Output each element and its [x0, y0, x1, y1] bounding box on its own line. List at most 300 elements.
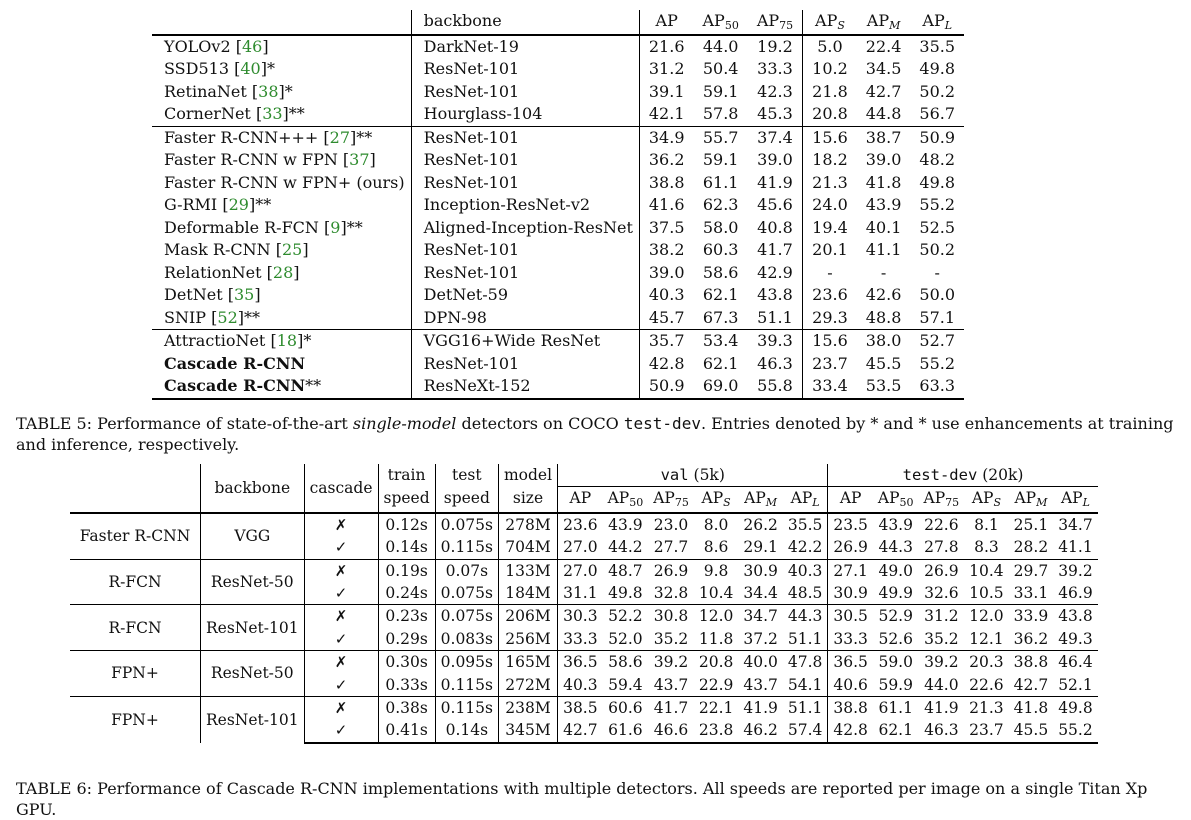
value-cell: 49.3	[1058, 629, 1093, 648]
value-cell: 42.9	[757, 262, 793, 282]
value-cell: 36.2	[1013, 629, 1049, 648]
value-cell: 23.6	[803, 284, 857, 307]
value-cell: 55.8	[748, 375, 803, 399]
value-cell: 33.4	[803, 375, 857, 399]
metric-header: $AP_L$	[790, 489, 820, 510]
value-cell: 29.3	[803, 307, 857, 330]
value-cell: 40.3	[639, 284, 693, 307]
detector-cell: FPN+	[70, 651, 201, 697]
value-cell: 41.9	[738, 697, 783, 720]
value-cell: 41.8	[865, 172, 902, 192]
value-cell: 42.3	[757, 81, 793, 101]
value-cell: 62.1	[873, 719, 919, 742]
check-mark-icon: ✓	[304, 582, 378, 605]
method-cell: Cascade R-CNN	[164, 353, 306, 373]
value-cell: 45.5	[865, 353, 902, 373]
header-cell	[70, 464, 201, 513]
check-mark-icon: ✓	[304, 536, 378, 559]
value-cell: 31.1	[558, 582, 603, 605]
value-cell: 10.4	[698, 584, 734, 603]
value-cell: 39.2	[648, 651, 694, 674]
value-cell: 32.6	[924, 584, 959, 603]
value-cell: 56.7	[919, 104, 956, 123]
value-cell: 21.3	[803, 172, 857, 195]
method-cell: DetNet [35]	[164, 285, 261, 304]
backbone-cell: ResNet-101	[201, 605, 305, 651]
value-cell: 35.2	[653, 629, 689, 648]
value-cell: 51.1	[783, 697, 828, 720]
value-cell: 5.0	[803, 35, 857, 59]
header-cell: $AP_M$	[866, 11, 901, 32]
value-cell: 22.6	[969, 675, 1004, 694]
metric-header: $AP_{50}$	[877, 489, 914, 510]
value-cell: 24.0	[803, 194, 857, 217]
table-row	[152, 194, 964, 217]
value-cell: 52.7	[910, 330, 964, 353]
value-cell: 43.8	[757, 285, 793, 304]
value-cell: 43.9	[603, 513, 649, 536]
header-cell: size	[498, 487, 557, 513]
value-cell: 47.8	[783, 651, 828, 674]
header-cell: model	[498, 464, 557, 487]
test-cell: 0.115s	[435, 674, 498, 697]
test-cell: 0.14s	[435, 719, 498, 742]
value-cell: 34.7	[738, 605, 783, 628]
value-cell: 58.0	[702, 217, 739, 237]
metric-header: $AP_S$	[701, 489, 731, 510]
value-cell: 61.1	[702, 172, 739, 192]
value-cell: 23.6	[558, 513, 603, 536]
table-row	[152, 149, 964, 172]
table-row	[152, 239, 964, 262]
value-cell: 30.9	[828, 582, 873, 605]
metric-header: AP	[828, 487, 873, 513]
table-5-header-row	[152, 10, 964, 35]
method-cell: Faster R-CNN w FPN+ (ours)	[164, 172, 405, 192]
value-cell: 39.2	[919, 651, 965, 674]
value-cell: 26.9	[828, 536, 873, 559]
value-cell: 59.0	[873, 651, 919, 674]
method-cell: Faster R-CNN w FPN [37]	[164, 150, 376, 169]
header-method	[152, 10, 411, 35]
value-cell: 21.3	[964, 697, 1009, 720]
value-cell: 38.5	[558, 697, 603, 720]
value-cell: 40.0	[738, 651, 783, 674]
value-cell: 59.1	[702, 150, 739, 169]
value-cell: 21.6	[639, 35, 693, 59]
backbone-cell: ResNet-101	[411, 262, 639, 285]
method-cell: RetinaNet [38]*	[164, 81, 293, 101]
value-cell: 45.7	[639, 307, 693, 330]
value-cell: 48.8	[865, 307, 902, 327]
value-cell: 50.2	[919, 81, 956, 101]
table-row	[152, 262, 964, 285]
detector-cell: R-FCN	[70, 605, 201, 651]
value-cell: 27.0	[558, 536, 603, 559]
value-cell: 51.1	[757, 307, 793, 327]
metric-header: $AP_{75}$	[923, 489, 960, 510]
header-cell: backbone	[201, 464, 305, 513]
value-cell: 20.8	[694, 651, 739, 674]
backbone-cell: Inception-ResNet-v2	[411, 194, 639, 217]
value-cell: 52.5	[919, 217, 956, 237]
value-cell: 39.3	[748, 330, 803, 353]
header-cell: AP	[639, 10, 693, 35]
value-cell: 42.1	[639, 103, 693, 126]
value-cell: 50.9	[639, 375, 693, 399]
table-row	[152, 81, 964, 104]
value-cell: 58.6	[603, 651, 649, 674]
value-cell: -	[934, 262, 940, 282]
method-cell: Cascade R-CNN**	[152, 375, 411, 399]
table-row	[152, 375, 964, 399]
test-cell: 0.083s	[435, 628, 498, 651]
cross-mark-icon: ✗	[304, 651, 378, 674]
value-cell: 15.6	[803, 126, 857, 149]
value-cell: 12.0	[694, 605, 739, 628]
value-cell: 45.6	[757, 195, 793, 214]
method-cell: AttractioNet [18]*	[152, 330, 411, 353]
value-cell: 46.9	[1058, 584, 1093, 603]
header-cell: $AP_{50}$	[702, 11, 739, 32]
value-cell: 42.7	[865, 81, 902, 101]
header-cell: train	[378, 464, 435, 487]
metric-header: $AP_M$	[744, 489, 778, 510]
table-row	[152, 330, 964, 353]
table-row	[70, 513, 1098, 536]
value-cell: 49.8	[919, 59, 956, 78]
value-cell: 51.1	[787, 629, 823, 648]
value-cell: 29.7	[1009, 559, 1054, 582]
metric-header: $AP_M$	[1014, 489, 1048, 510]
size-cell: 278M	[498, 513, 557, 536]
value-cell: 10.5	[969, 584, 1004, 603]
value-cell: 38.2	[639, 239, 693, 262]
value-cell: 26.9	[648, 559, 694, 582]
table-6-header-row-1	[70, 464, 1098, 487]
backbone-cell: ResNeXt-152	[411, 375, 639, 399]
size-cell: 272M	[498, 674, 557, 697]
value-cell: 58.6	[702, 262, 739, 282]
value-cell: 34.7	[1053, 513, 1098, 536]
value-cell: 30.9	[738, 559, 783, 582]
value-cell: 61.6	[603, 719, 649, 742]
value-cell: 22.9	[698, 675, 734, 694]
test-cell: 0.075s	[435, 513, 498, 536]
table-row	[152, 103, 964, 126]
value-cell: 36.5	[558, 651, 603, 674]
value-cell: 50.9	[910, 126, 964, 149]
value-cell: 22.1	[694, 697, 739, 720]
value-cell: 20.8	[803, 103, 857, 126]
header-cell: test	[435, 464, 498, 487]
backbone-cell: ResNet-101	[411, 149, 639, 172]
value-cell: 23.7	[964, 719, 1009, 742]
value-cell: 59.1	[702, 81, 739, 101]
size-cell: 206M	[498, 605, 557, 628]
table-5-caption: TABLE 5: Performance of state-of-the-art single-model detectors on COCO test-dev. Entries denoted by * and * use enhancements at training and inference, respectively.	[16, 414, 1174, 454]
value-cell: 52.2	[603, 605, 649, 628]
test-dev-header: test-dev (20k)	[828, 464, 1098, 487]
table-row	[70, 697, 1098, 720]
value-cell: 46.6	[648, 719, 694, 742]
value-cell: 41.7	[648, 697, 694, 720]
method-cell: Deformable R-FCN [9]**	[164, 217, 363, 237]
val-header: val (5k)	[558, 464, 828, 487]
value-cell: 27.1	[828, 559, 873, 582]
value-cell: 23.0	[648, 513, 694, 536]
value-cell: 12.0	[964, 605, 1009, 628]
value-cell: 46.4	[1053, 651, 1098, 674]
value-cell: 39.0	[865, 150, 902, 169]
value-cell: 44.3	[878, 538, 913, 557]
value-cell: 48.7	[603, 559, 649, 582]
test-cell: 0.095s	[435, 651, 498, 674]
backbone-cell: ResNet-101	[411, 81, 639, 104]
table-row	[152, 35, 964, 59]
value-cell: 49.8	[608, 584, 643, 603]
backbone-cell: Aligned-Inception-ResNet	[411, 217, 639, 240]
value-cell: 57.8	[702, 104, 739, 123]
train-cell: 0.24s	[378, 582, 435, 605]
header-cell: $AP_S$	[803, 10, 857, 35]
value-cell: 35.2	[924, 629, 959, 648]
value-cell: 23.8	[694, 719, 739, 742]
backbone-cell: ResNet-101	[201, 697, 305, 743]
value-cell: 8.6	[703, 538, 729, 557]
value-cell: 20.1	[803, 239, 857, 262]
value-cell: 15.6	[803, 330, 857, 353]
table-row	[152, 172, 964, 195]
value-cell: 44.2	[608, 538, 643, 557]
table-6-caption: TABLE 6: Performance of Cascade R-CNN implementations with multiple detectors. All speeds are reported per image on a single Titan Xp GPU.	[16, 779, 1148, 819]
metric-header: $AP_L$	[1060, 489, 1090, 510]
value-cell: 31.2	[639, 58, 693, 81]
value-cell: 50.2	[919, 240, 956, 259]
value-cell: 46.3	[919, 719, 965, 742]
value-cell: 19.4	[803, 217, 857, 240]
value-cell: 29.1	[743, 538, 778, 557]
value-cell: 55.2	[1053, 719, 1098, 742]
value-cell: 33.3	[757, 59, 793, 78]
value-cell: 33.1	[1013, 584, 1049, 603]
size-cell: 238M	[498, 697, 557, 720]
train-cell: 0.30s	[378, 651, 435, 674]
value-cell: 63.3	[910, 375, 964, 399]
test-cell: 0.115s	[435, 697, 498, 720]
table-row	[152, 126, 964, 149]
value-cell: 19.2	[748, 35, 803, 59]
value-cell: 10.2	[803, 58, 857, 81]
value-cell: 46.2	[738, 719, 783, 742]
value-cell: 50.4	[702, 59, 739, 78]
detector-cell: R-FCN	[70, 559, 201, 605]
value-cell: 41.9	[757, 172, 793, 192]
value-cell: 23.5	[828, 513, 873, 536]
table-row	[70, 559, 1098, 582]
value-cell: 9.8	[694, 559, 739, 582]
value-cell: 49.9	[878, 584, 913, 603]
value-cell: 42.6	[865, 285, 902, 304]
value-cell: 55.2	[919, 353, 956, 373]
value-cell: 27.8	[924, 538, 959, 557]
value-cell: 39.1	[639, 81, 693, 104]
value-cell: 37.4	[748, 126, 803, 149]
value-cell: 42.8	[639, 353, 693, 376]
backbone-cell: ResNet-101	[411, 239, 639, 262]
value-cell: 43.8	[1053, 605, 1098, 628]
value-cell: 35.5	[910, 35, 964, 59]
value-cell: 38.7	[857, 126, 911, 149]
detector-cell: Faster R-CNN	[70, 513, 201, 559]
value-cell: 35.5	[783, 513, 828, 536]
value-cell: 39.0	[639, 262, 693, 285]
value-cell: 40.3	[783, 559, 828, 582]
train-cell: 0.29s	[378, 628, 435, 651]
backbone-cell: ResNet-101	[411, 353, 639, 376]
header-cell: backbone	[411, 10, 639, 35]
value-cell: 62.1	[702, 285, 739, 304]
value-cell: 34.4	[743, 584, 778, 603]
value-cell: 38.8	[828, 697, 873, 720]
value-cell: 41.9	[919, 697, 965, 720]
value-cell: 36.5	[828, 651, 873, 674]
value-cell: 41.7	[757, 240, 793, 259]
cross-mark-icon: ✗	[304, 605, 378, 628]
check-mark-icon: ✓	[304, 719, 378, 742]
test-cell: 0.075s	[435, 582, 498, 605]
value-cell: 46.3	[757, 353, 793, 373]
value-cell: 49.0	[873, 559, 919, 582]
value-cell: 59.9	[878, 675, 913, 694]
check-mark-icon: ✓	[304, 674, 378, 697]
table-row	[152, 353, 964, 376]
value-cell: 33.9	[1009, 605, 1054, 628]
method-cell: SSD513 [40]*	[164, 59, 275, 78]
table-row	[152, 307, 964, 330]
value-cell: 41.6	[639, 194, 693, 217]
table-row	[152, 284, 964, 307]
value-cell: 43.7	[653, 675, 689, 694]
method-cell: RelationNet [28]	[164, 262, 300, 282]
value-cell: 53.5	[857, 375, 911, 399]
value-cell: 31.2	[919, 605, 965, 628]
header-cell: speed	[378, 487, 435, 513]
value-cell: 44.0	[924, 675, 959, 694]
backbone-cell: ResNet-50	[201, 559, 305, 605]
value-cell: 39.0	[757, 150, 793, 169]
size-cell: 165M	[498, 651, 557, 674]
value-cell: 61.1	[873, 697, 919, 720]
value-cell: 43.9	[865, 195, 902, 214]
backbone-cell: ResNet-101	[411, 172, 639, 195]
value-cell: 30.5	[828, 605, 873, 628]
value-cell: 42.7	[558, 719, 603, 742]
value-cell: 40.3	[558, 674, 603, 697]
value-cell: 41.1	[1058, 538, 1093, 557]
header-cell: speed	[435, 487, 498, 513]
backbone-cell: ResNet-101	[411, 58, 639, 81]
value-cell: 36.2	[639, 149, 693, 172]
size-cell: 184M	[498, 582, 557, 605]
cross-mark-icon: ✗	[304, 513, 378, 536]
value-cell: 30.8	[648, 605, 694, 628]
test-cell: 0.075s	[435, 605, 498, 628]
value-cell: 26.9	[919, 559, 965, 582]
size-cell: 345M	[498, 719, 557, 742]
value-cell: 38.8	[639, 172, 693, 195]
value-cell: 34.9	[639, 126, 693, 149]
table-row	[70, 605, 1098, 628]
value-cell: 52.9	[873, 605, 919, 628]
train-cell: 0.12s	[378, 513, 435, 536]
method-cell: SNIP [52]**	[164, 307, 260, 327]
value-cell: 35.7	[639, 330, 693, 353]
value-cell: 62.1	[702, 353, 739, 373]
value-cell: 48.5	[787, 584, 823, 603]
value-cell: 42.7	[1013, 675, 1049, 694]
method-cell: G-RMI [29]**	[164, 195, 272, 214]
table-6	[70, 464, 1098, 744]
table-row	[152, 58, 964, 81]
value-cell: 62.3	[702, 195, 739, 214]
method-cell: Faster R-CNN+++ [27]**	[152, 126, 411, 149]
value-cell: 50.0	[919, 285, 956, 304]
value-cell: 55.7	[694, 126, 748, 149]
metric-header: $AP_S$	[971, 489, 1001, 510]
value-cell: 59.4	[608, 675, 643, 694]
value-cell: 32.8	[653, 584, 689, 603]
value-cell: 40.1	[865, 217, 902, 237]
value-cell: 28.2	[1013, 538, 1049, 557]
value-cell: 52.0	[608, 629, 643, 648]
value-cell: 10.4	[964, 559, 1009, 582]
value-cell: 39.2	[1053, 559, 1098, 582]
train-cell: 0.33s	[378, 674, 435, 697]
value-cell: 26.2	[738, 513, 783, 536]
value-cell: 8.3	[974, 538, 999, 557]
value-cell: 52.1	[1058, 675, 1093, 694]
size-cell: 133M	[498, 559, 557, 582]
header-cell: $AP_{75}$	[756, 11, 794, 32]
value-cell: 34.5	[865, 59, 902, 78]
train-cell: 0.23s	[378, 605, 435, 628]
method-cell: YOLOv2 [46]	[152, 35, 411, 59]
value-cell: 33.3	[558, 628, 603, 651]
value-cell: 22.6	[919, 513, 965, 536]
cross-mark-icon: ✗	[304, 559, 378, 582]
value-cell: 27.7	[653, 538, 689, 557]
value-cell: 25.1	[1009, 513, 1054, 536]
value-cell: 27.0	[558, 559, 603, 582]
value-cell: 44.0	[694, 35, 748, 59]
value-cell: 30.3	[558, 605, 603, 628]
value-cell: 8.0	[694, 513, 739, 536]
value-cell: 43.9	[873, 513, 919, 536]
value-cell: 21.8	[803, 81, 857, 104]
cross-mark-icon: ✗	[304, 697, 378, 720]
value-cell: 37.5	[639, 217, 693, 240]
value-cell: 38.0	[857, 330, 911, 353]
value-cell: 37.2	[743, 629, 778, 648]
backbone-cell: DetNet-59	[411, 284, 639, 307]
value-cell: 45.3	[757, 104, 793, 123]
backbone-cell: ResNet-101	[411, 126, 639, 149]
backbone-cell: DPN-98	[411, 307, 639, 330]
value-cell: 41.1	[865, 240, 902, 259]
value-cell: 49.8	[1053, 697, 1098, 720]
value-cell: 38.8	[1009, 651, 1054, 674]
